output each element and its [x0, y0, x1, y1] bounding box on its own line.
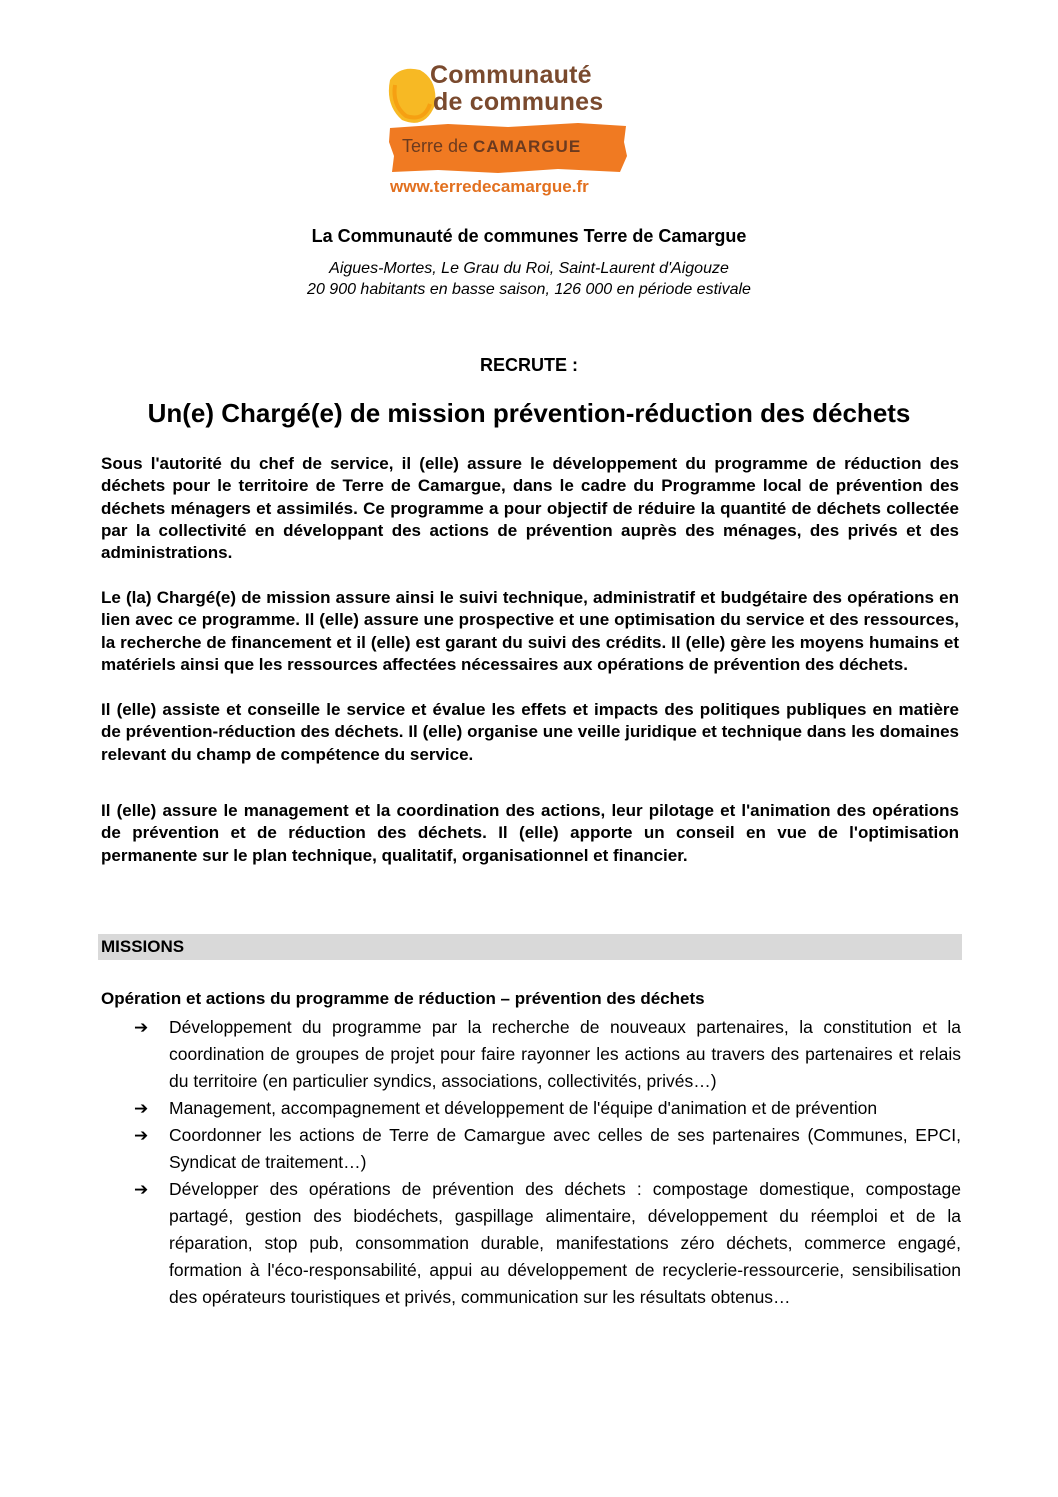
logo	[380, 60, 630, 200]
role-paragraph: Le (la) Chargé(e) de mission assure ainsi le suivi technique, administratif et budgétaire des opérations en lien avec ce programme. Il (elle) assure une prospective et une optimisation du service et des ressources, la recherche de financement et il (elle) est garant du suivi des crédits. Il (elle) gère les moyens humains et matériels ainsi que les ressources affectées nécessaires aux opérations de prévention des déchets.	[101, 588, 959, 674]
arrow-right-icon: ➔	[134, 1018, 149, 1037]
list-item	[101, 1176, 961, 1311]
intro-paragraph: Sous l'autorité du chef de service, il (elle) assure le développement du programme de réduction des déchets pour le territoire de Terre de Camargue, dans le cadre du Programme local de prévention des déchets ménagers et assimilés. Ce programme a pour objectif de réduire la quantité de déchets collectée par la collectivité en développant des actions de prévention auprès des ménages, des privés et des administrations.	[101, 454, 959, 563]
list-item-text: Développement du programme par la recherche de nouveaux partenaires, la constitution et la coordination de groupes de projet pour faire rayonner les actions au travers des partenaires et relais du territoire (en particulier syndics, associations, collectivités, privés…)	[169, 1017, 961, 1091]
missions-subheading: Opération et actions du programme de réduction – prévention des déchets	[101, 989, 705, 1008]
job-title: Un(e) Chargé(e) de mission prévention-réduction des déchets	[147, 398, 911, 428]
logo-url: www.terredecamargue.fr	[390, 177, 589, 196]
missions-section-bar	[98, 934, 962, 960]
list-item-text: Management, accompagnement et développement de l'équipe d'animation et de prévention	[169, 1098, 878, 1118]
logo-band-emph: CAMARGUE	[473, 137, 582, 156]
list-item-text: Coordonner les actions de Terre de Camargue avec celles de ses partenaires (Communes, EPCI, Syndicat de traitement…)	[169, 1125, 961, 1172]
arrow-right-icon: ➔	[134, 1099, 149, 1118]
logo-line-1: Communauté	[430, 61, 592, 89]
org-title: La Communauté de communes Terre de Camargue	[311, 226, 747, 246]
logo-band-prefix: Terre de	[402, 136, 474, 156]
org-subtitle-2: 20 900 habitants en basse saison, 126 000 en période estivale	[307, 281, 751, 298]
arrow-right-icon: ➔	[134, 1180, 149, 1199]
missions-heading: MISSIONS	[101, 937, 185, 956]
recrute-heading: RECRUTE :	[480, 355, 578, 375]
management-paragraph: Il (elle) assure le management et la coordination des actions, leur pilotage et l'animation des opérations de prévention et de réduction des déchets. Il (elle) apporte un conseil en vue de l'optimisation permanente sur le plan technique, qualitatif, organisationnel et financier.	[101, 801, 959, 865]
advice-paragraph: Il (elle) assiste et conseille le service et évalue les effets et impacts des politiques publiques en matière de prévention-réduction des déchets. Il (elle) organise une veille juridique et technique dans les domaines relevant du champ de compétence du service.	[101, 700, 959, 764]
list-item-text: Développer des opérations de prévention des déchets : compostage domestique, compostage partagé, gestion des biodéchets, gaspillage alimentaire, développement du réemploi et de la réparation, stop pub, consommation durable, manifestations zéro déchets, commerce engagé, formation à l'éco-responsabilité, appui au développement de recyclerie-ressourcerie, sensibilisation des opérateurs touristiques et privés, communication sur les résultats obtenus…	[169, 1179, 961, 1307]
list-item	[101, 1014, 961, 1095]
org-subtitle-1: Aigues-Mortes, Le Grau du Roi, Saint-Laurent d'Aigouze	[329, 260, 729, 277]
list-item	[101, 1095, 961, 1122]
list-item	[101, 1122, 961, 1176]
logo-line-2: de communes	[433, 88, 604, 116]
logo-band-text	[402, 136, 581, 157]
missions-list	[101, 1014, 961, 1311]
arrow-right-icon: ➔	[134, 1126, 149, 1145]
